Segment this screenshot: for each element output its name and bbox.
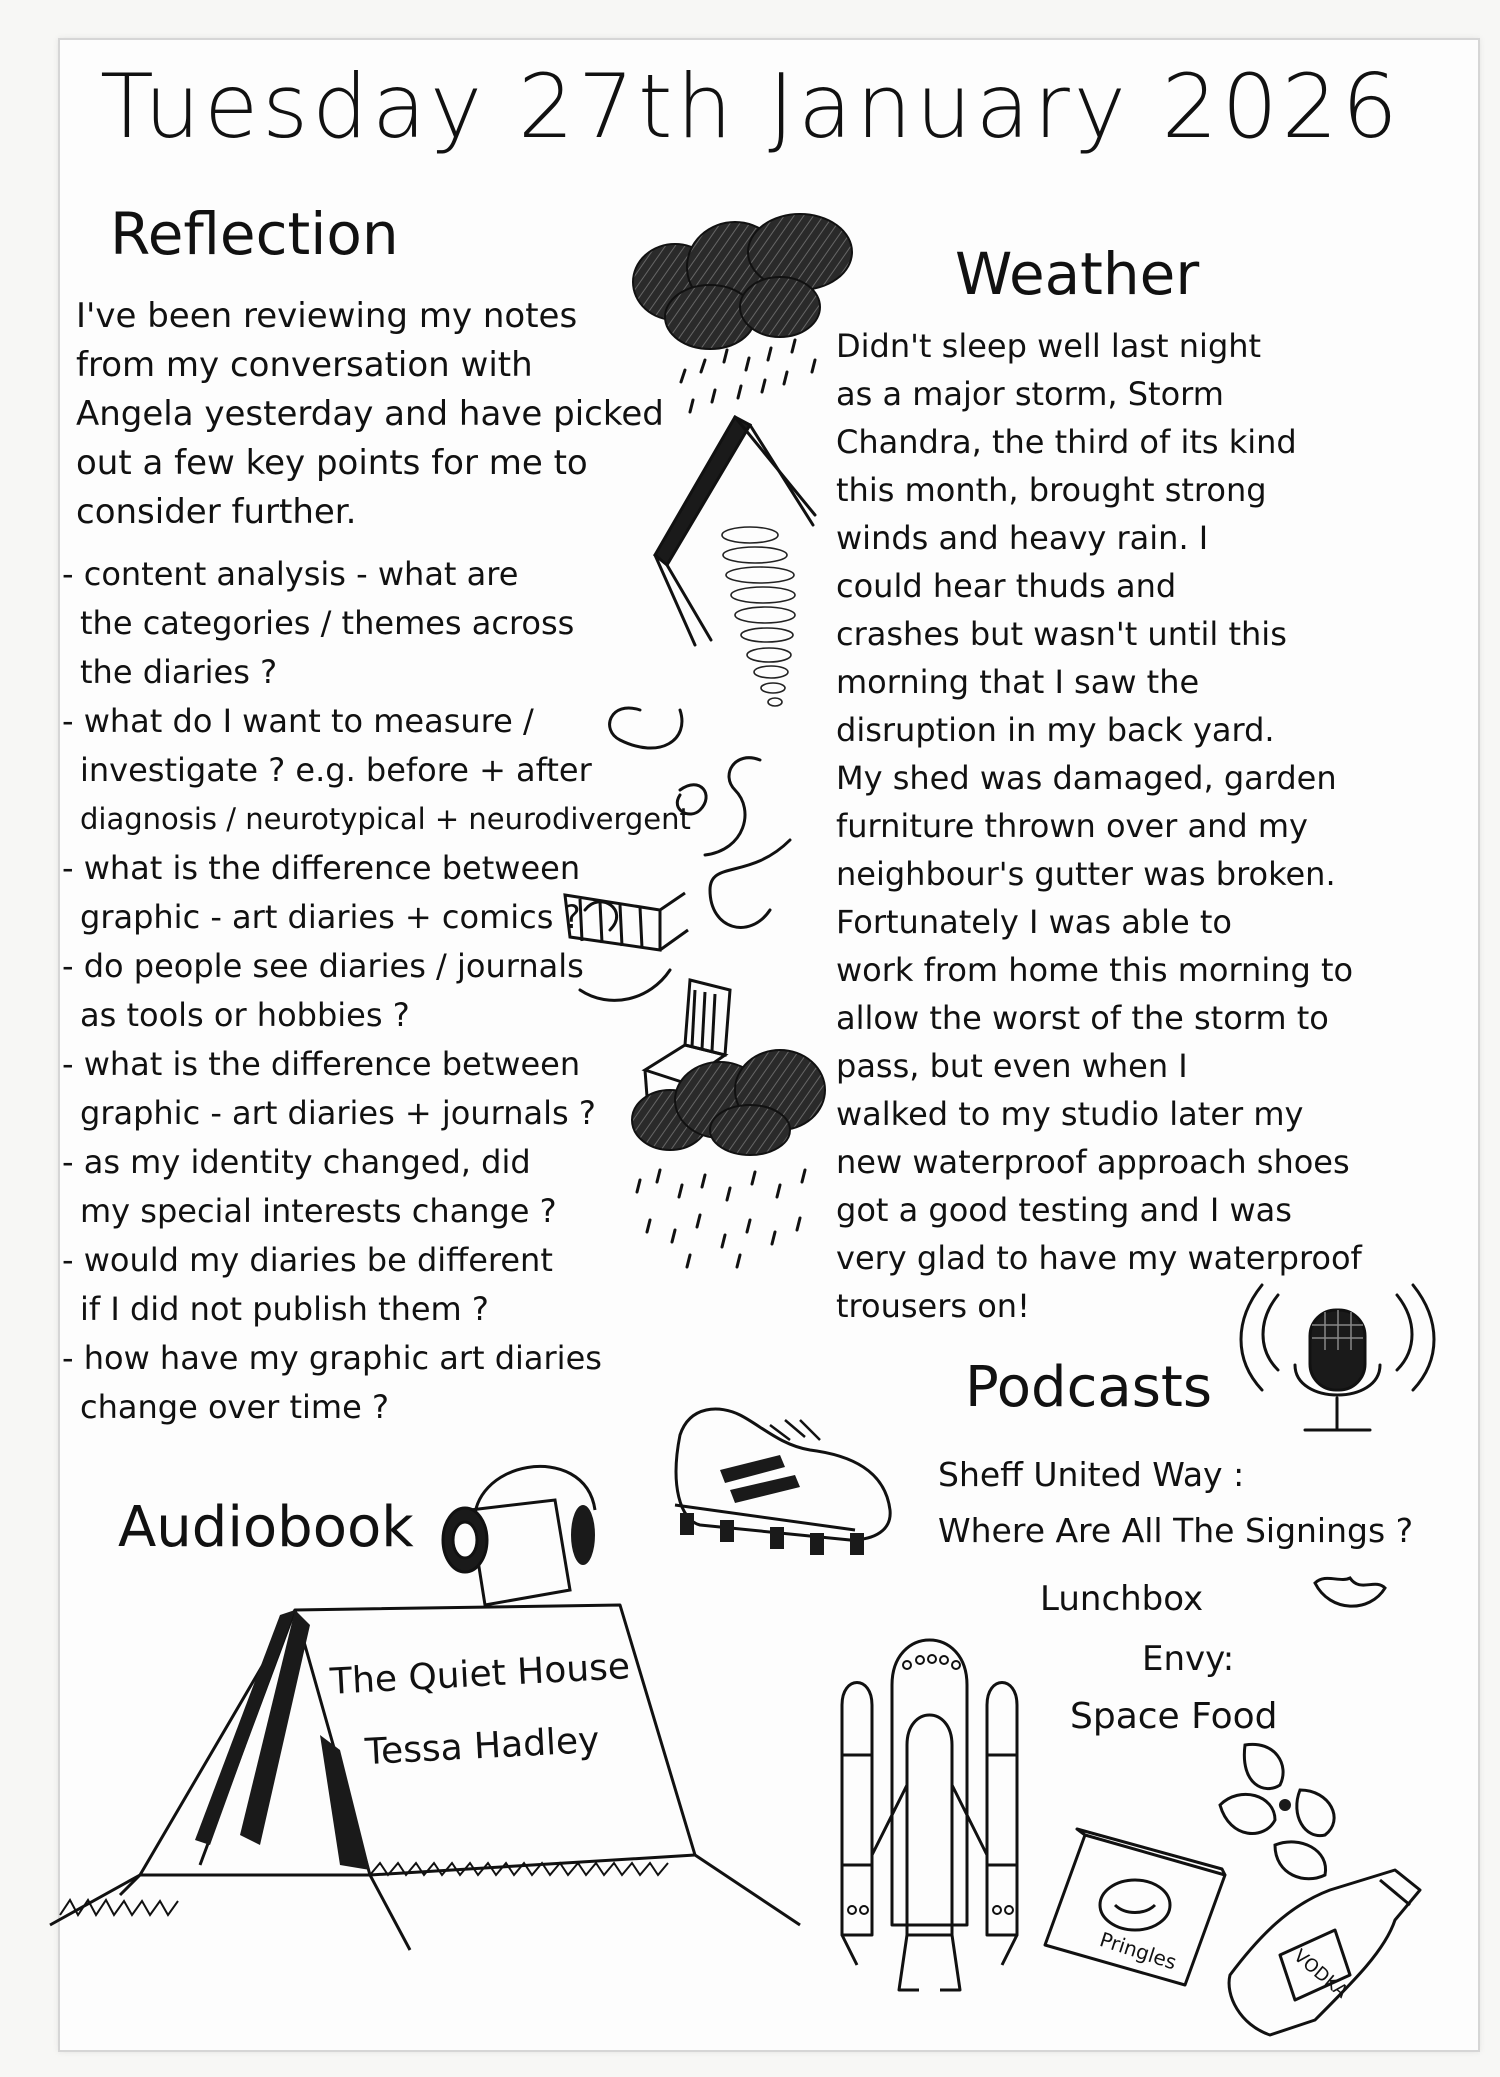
list-item-line: if I did not publish them ? (80, 1290, 489, 1328)
podcast-entry-1-line-2: Where Are All The Signings ? (938, 1511, 1414, 1550)
toppled-chair-icon (560, 885, 690, 965)
list-item-line: change over time ? (80, 1388, 389, 1426)
weather-line: walked to my studio later my (836, 1095, 1304, 1133)
crisps-tube-icon (1040, 1825, 1235, 1990)
weather-line: crashes but wasn't until this (836, 615, 1287, 653)
page-title: Tuesday 27th January 2026 (100, 55, 1402, 158)
weather-line: pass, but even when I (836, 1047, 1188, 1085)
football-boot-icon (660, 1395, 900, 1575)
weather-line: Fortunately I was able to (836, 903, 1232, 941)
weather-line: this month, brought strong (836, 471, 1267, 509)
list-item-line: my special interests change ? (80, 1192, 557, 1230)
weather-line: My shed was damaged, garden (836, 759, 1337, 797)
headphones-book-icon (435, 1440, 595, 1610)
weather-line: could hear thuds and (836, 567, 1177, 605)
reflection-intro-line: I've been reviewing my notes (76, 296, 578, 336)
reflection-intro-line: out a few key points for me to (76, 443, 588, 483)
list-item-line: - what do I want to measure / (62, 702, 534, 740)
weather-line: trousers on! (836, 1287, 1030, 1325)
weather-line: neighbour's gutter was broken. (836, 855, 1336, 893)
weather-line: Chandra, the third of its kind (836, 423, 1297, 461)
microphone-icon (1250, 1270, 1425, 1450)
reflection-intro (76, 292, 664, 537)
list-item-line: - content analysis - what are (62, 555, 519, 593)
weather-line: very glad to have my waterproof (836, 1239, 1362, 1277)
vodka-label: VODKA (1289, 1945, 1352, 2003)
podcasts-heading: Podcasts (965, 1355, 1212, 1420)
weather-line: Didn't sleep well last night (836, 327, 1262, 365)
weather-line: morning that I saw the (836, 663, 1200, 701)
podcast-entry-2-line-2: Envy: (1142, 1639, 1235, 1679)
list-item-line: - as my identity changed, did (62, 1143, 531, 1181)
list-item (62, 1040, 691, 1138)
weather-text (836, 322, 1362, 1330)
list-item (62, 1236, 691, 1334)
weather-line: disruption in my back yard. (836, 711, 1275, 749)
weather-line: furniture thrown over and my (836, 807, 1308, 845)
reflection-intro-line: from my conversation with (76, 345, 533, 385)
rain-icon (630, 1160, 830, 1270)
list-item-line: investigate ? e.g. before + after (80, 751, 592, 789)
audiobook-author: Tessa Hadley (364, 1719, 601, 1774)
list-item-line: - what is the difference between (62, 849, 581, 887)
pringles-label: Pringles (1096, 1927, 1180, 1975)
crisps-icon (1310, 1568, 1390, 1618)
weather-line: work from home this morning to (836, 951, 1354, 989)
list-item-line: diagnosis / neurotypical + neurodivergent (80, 802, 691, 836)
weather-line: new waterproof approach shoes (836, 1143, 1350, 1181)
list-item-line: graphic - art diaries + journals ? (80, 1094, 596, 1132)
podcast-entry-2-line-3: Space Food (1070, 1696, 1278, 1737)
list-item (62, 1138, 691, 1236)
weather-line: as a major storm, Storm (836, 375, 1224, 413)
list-item-line: - how have my graphic art diaries (62, 1339, 602, 1377)
storm-cloud-icon (630, 1040, 830, 1160)
weather-line: got a good testing and I was (836, 1191, 1292, 1229)
reflection-intro-line: consider further. (76, 492, 357, 532)
list-item-line: the categories / themes across (80, 604, 575, 642)
list-item-line: - do people see diaries / journals (62, 947, 584, 985)
audiobook-heading: Audiobook (118, 1495, 414, 1560)
list-item-line: graphic - art diaries + comics ? (80, 898, 581, 936)
podcast-entry-2-line-1: Lunchbox (1040, 1579, 1204, 1619)
list-item (62, 1334, 691, 1432)
reflection-intro-line: Angela yesterday and have picked (76, 394, 664, 434)
podcast-entry-1-line-1: Sheff United Way : (938, 1455, 1245, 1494)
list-item (62, 550, 691, 697)
list-item-line: - would my diaries be different (62, 1241, 553, 1279)
weather-heading: Weather (955, 240, 1200, 308)
weather-line: winds and heavy rain. I (836, 519, 1209, 557)
bottle-icon (1220, 1860, 1430, 2035)
list-item-line: - what is the difference between (62, 1045, 581, 1083)
weather-line: allow the worst of the storm to (836, 999, 1329, 1037)
list-item-line: the diaries ? (80, 653, 278, 691)
audiobook-title: The Quiet House (329, 1646, 631, 1703)
reflection-heading: Reflection (110, 200, 399, 268)
space-shuttle-icon (822, 1605, 1037, 2005)
list-item-line: as tools or hobbies ? (80, 996, 410, 1034)
